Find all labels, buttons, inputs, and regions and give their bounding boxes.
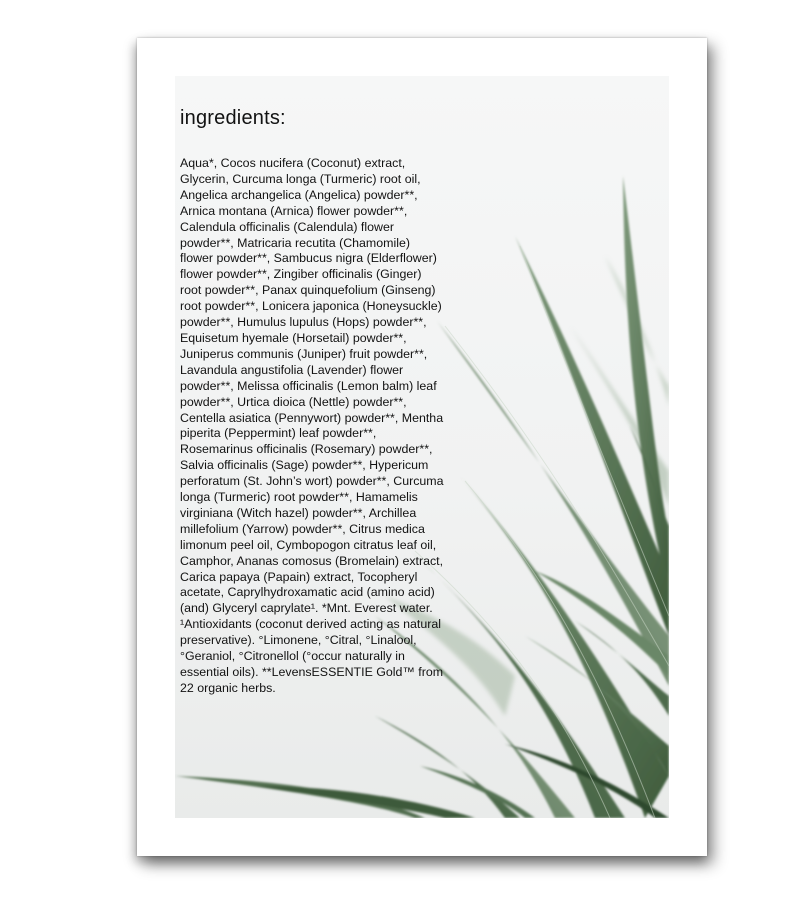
ingredient-line: °Geraniol, °Citronellol (°occur naturally in (180, 649, 405, 664)
ingredient-line: (and) Glyceryl caprylate¹. *Mnt. Everest water. (180, 601, 433, 616)
ingredient-line: powder**, Humulus lupulus (Hops) powder**, (180, 315, 427, 330)
ingredient-line: limonum peel oil, Cymbopogon citratus leaf oil, (180, 537, 437, 552)
ingredient-line: Camphor, Ananas comosus (Bromelain) extract, (180, 553, 444, 568)
ingredient-line: essential oils). **LevensESSENTIE Gold™ from (180, 665, 444, 679)
ingredient-line: Juniperus communis (Juniper) fruit powder**, (180, 346, 428, 361)
ingredient-line: Equisetum hyemale (Horsetail) powder**, (180, 330, 407, 345)
ingredient-line: virginiana (Witch hazel) powder**, Archillea (180, 505, 417, 520)
ingredient-line: millefolium (Yarrow) powder**, Citrus medica (180, 521, 425, 536)
ingredient-line: perforatum (St. John’s wort) powder**, Curcuma (180, 474, 444, 489)
ingredient-line: longa (Turmeric) root powder**, Hamamelis (180, 490, 418, 505)
ingredient-line: flower powder**, Zingiber officinalis (Ginger) (180, 267, 422, 282)
ingredients-heading: ingredients: (180, 107, 286, 129)
ingredient-line: Glycerin, Curcuma longa (Turmeric) root oil, (180, 171, 421, 186)
ingredient-line: Arnica montana (Arnica) flower powder**, (180, 203, 408, 218)
ingredient-line: Centella asiatica (Pennywort) powder**, Mentha (180, 410, 444, 425)
ingredient-line: Carica papaya (Papain) extract, Tocopheryl (180, 569, 418, 584)
ingredients-text-block (180, 106, 480, 697)
ingredient-line: flower powder**, Sambucus nigra (Elderflower) (180, 251, 437, 266)
ingredient-line: ¹Antioxidants (coconut derived acting as natural (180, 617, 442, 632)
ingredient-line: Angelica archangelica (Angelica) powder**, (180, 187, 418, 202)
ingredient-line: Salvia officinalis (Sage) powder**, Hypericum (180, 458, 429, 473)
ingredient-line: powder**, Matricaria recutita (Chamomile) (180, 235, 410, 250)
ingredient-line: piperita (Peppermint) leaf powder**, (180, 426, 377, 441)
ingredient-line: Lavandula angustifolia (Lavender) flower (180, 362, 404, 377)
ingredient-line: 22 organic herbs. (180, 680, 276, 695)
ingredient-line: root powder**, Lonicera japonica (Honeysuckle) (180, 299, 442, 314)
poster-card (137, 38, 707, 856)
ingredient-line: preservative). °Limonene, °Citral, °Linalool, (180, 633, 417, 648)
ingredient-line: powder**, Urtica dioica (Nettle) powder**, (180, 394, 407, 409)
ingredient-line: Aqua*, Cocos nucifera (Coconut) extract, (180, 156, 406, 170)
ingredient-line: Calendula officinalis (Calendula) flower (180, 219, 394, 234)
ingredient-line: acetate, Caprylhydroxamatic acid (amino acid) (180, 585, 435, 600)
plant-photo (175, 76, 669, 818)
ingredient-line: root powder**, Panax quinquefolium (Ginseng) (180, 283, 436, 298)
ingredients-list (180, 156, 480, 697)
ingredient-line: powder**, Melissa officinalis (Lemon balm) leaf (180, 378, 437, 393)
ingredient-line: Rosemarinus officinalis (Rosemary) powder**, (180, 442, 433, 457)
